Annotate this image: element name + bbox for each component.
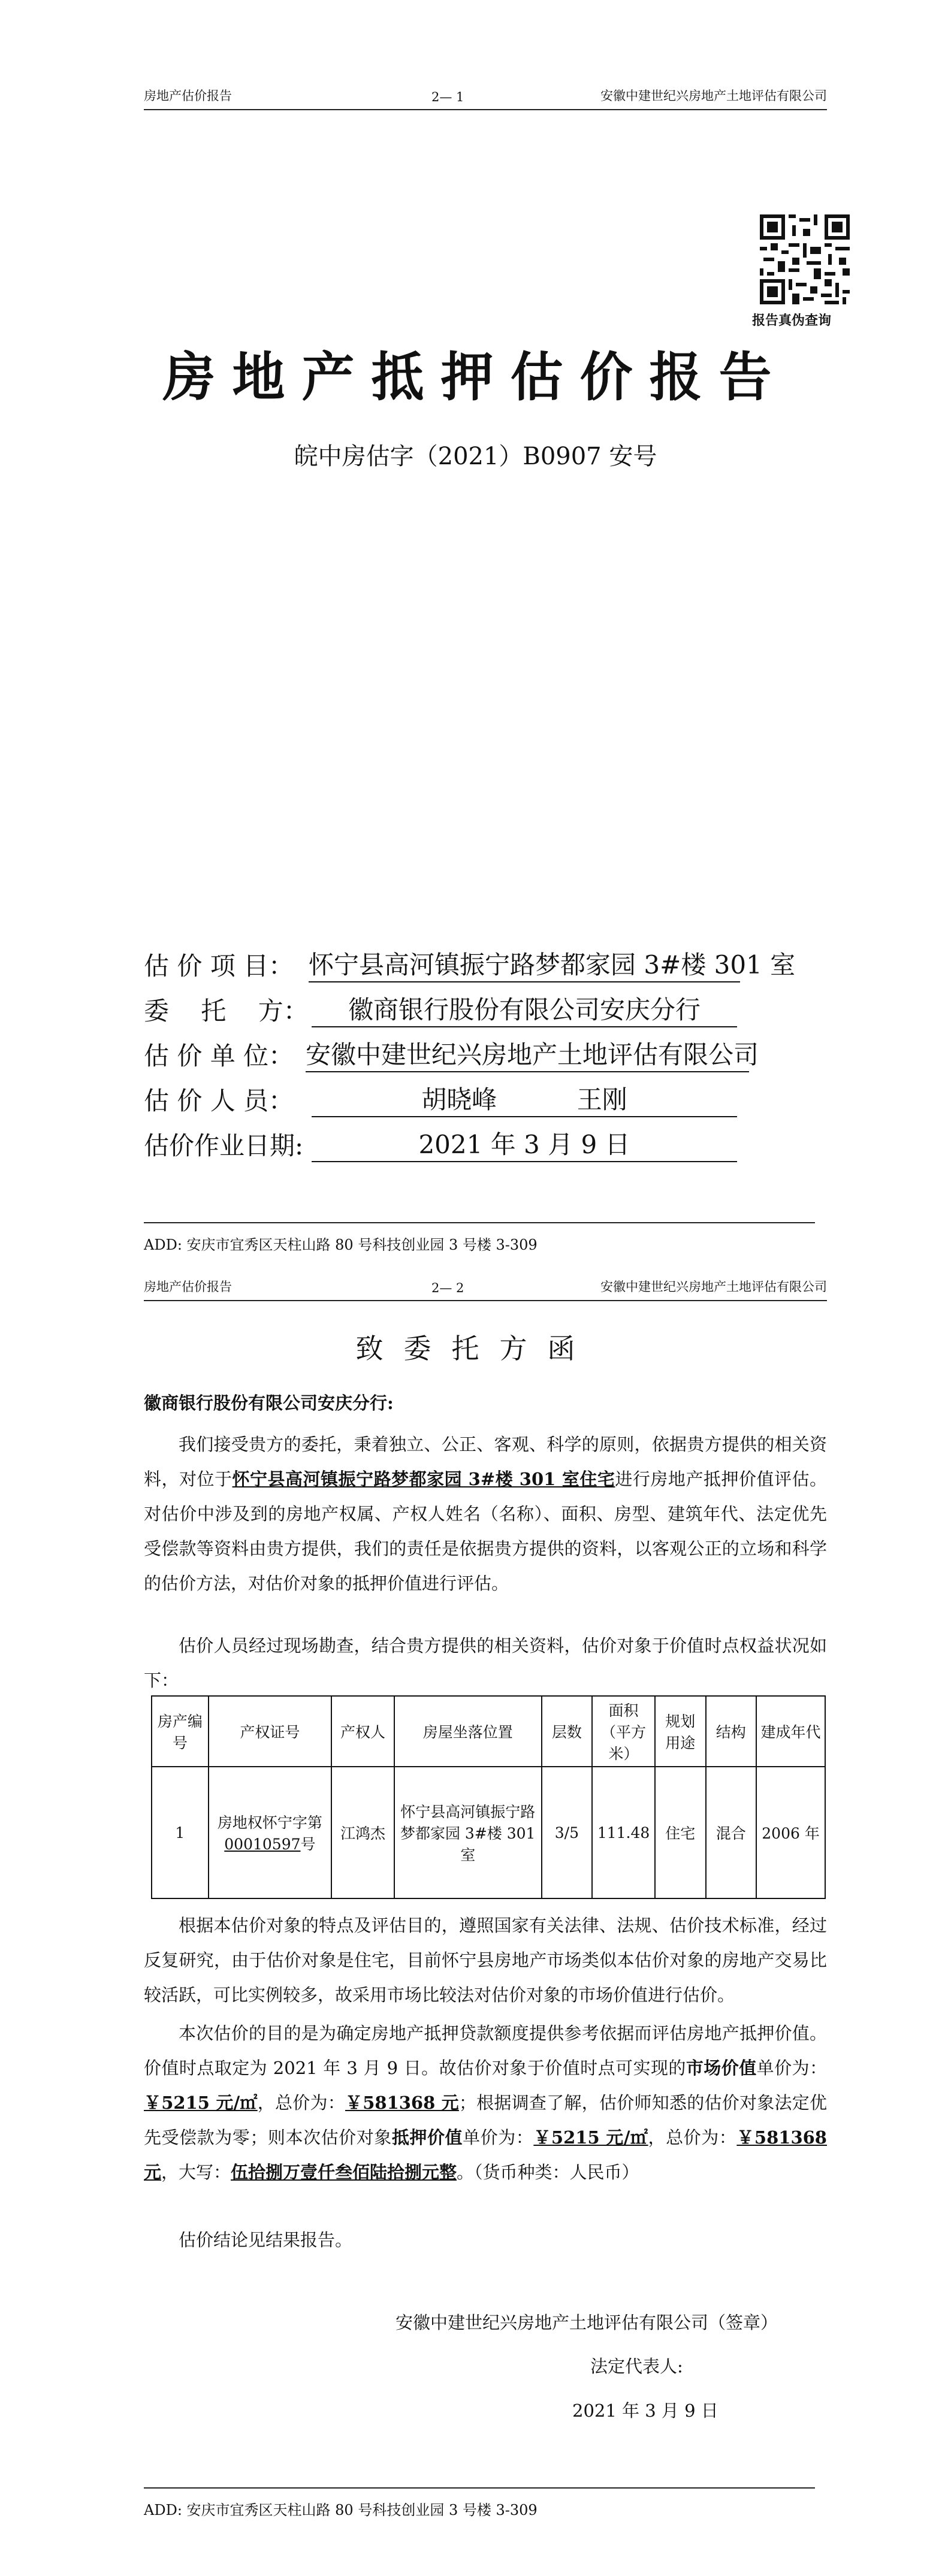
field-value: 徽商银行股份有限公司安庆分行 xyxy=(312,990,737,1027)
cell-year: 2006 年 xyxy=(756,1767,825,1898)
col-header: 产权证号 xyxy=(209,1696,331,1767)
field-label: 估 价 人 员： xyxy=(144,1086,294,1115)
letter-paragraph-5: 估价结论见结果报告。 xyxy=(179,2230,353,2250)
header-right: 安徽中建世纪兴房地产土地评估有限公司 xyxy=(600,1280,827,1294)
letter-paragraph-4: 本次估价的目的是为确定房地产抵押贷款额度提供参考依据而评估房地产抵押价值。价值时点取定为 2021 年 3 月 9 日。故估价对象于价值时点可实现的市场价值单价为：￥5215 元/㎡，总价为：￥581368 元；根据调查了解，估价师知悉的估价对象法定优先受偿款为零；则本次估价对象抵押价值单价为：￥5215 元/㎡，总价为：￥581368 元，大写：伍拾捌万壹仟叁佰陆拾捌元整。（货币种类：人民币） xyxy=(144,2023,827,2182)
field-label: 委 托 方： xyxy=(144,996,309,1026)
field-client xyxy=(144,997,827,1033)
header-left: 房地产估价报告 xyxy=(144,89,232,103)
letter-paragraph-3: 根据本估价对象的特点及评估目的，遵照国家有关法律、法规、估价技术标准，经过反复研究，由于估价对象是住宅，目前怀宁县房地产市场类似本估价对象的房地产交易比较活跃，可比实例较多，故采用市场比较法对估价对象的市场价值进行估价。 xyxy=(144,1915,827,2005)
mortgage-value-label: 抵押价值 xyxy=(391,2127,463,2148)
field-project xyxy=(144,950,827,988)
cell-structure: 混合 xyxy=(706,1767,757,1898)
mortgage-total-price: ￥581368 元 xyxy=(144,2127,827,2182)
cell-owner: 江鸿杰 xyxy=(331,1767,394,1898)
cell-no: 1 xyxy=(152,1767,209,1898)
cell-floors: 3/5 xyxy=(542,1767,593,1898)
footer-divider xyxy=(144,1222,815,1223)
property-address-highlight: 怀宁县高河镇振宁路梦都家园 3#楼 301 室住宅 xyxy=(232,1469,615,1489)
footer-divider xyxy=(144,2487,815,2489)
field-value: 2021 年 3 月 9 日 xyxy=(312,1125,737,1162)
property-table xyxy=(151,1695,826,1899)
mortgage-unit-price: ￥5215 元/㎡ xyxy=(533,2127,648,2148)
page1-header xyxy=(144,85,827,110)
field-label: 估价作业日期: xyxy=(144,1131,304,1160)
header-right: 安徽中建世纪兴房地产土地评估有限公司 xyxy=(600,89,827,103)
cell-use: 住宅 xyxy=(655,1767,706,1898)
field-value: 安徽中建世纪兴房地产土地评估有限公司 xyxy=(306,1035,749,1072)
field-label: 估 价 单 位： xyxy=(144,1041,294,1071)
col-header: 面积（平方米） xyxy=(592,1696,655,1767)
cell-cert: 房地权怀宁字第00010597号 xyxy=(209,1767,331,1898)
field-label: 估 价 项 目： xyxy=(144,951,294,981)
field-value: 胡晓峰 王刚 xyxy=(312,1080,737,1117)
col-header: 结构 xyxy=(706,1696,757,1767)
qr-code-icon[interactable] xyxy=(760,214,850,304)
cell-location: 怀宁县高河镇振宁路梦都家园 3#楼 301 室 xyxy=(394,1767,542,1898)
letter-paragraph-2: 估价人员经过现场勘查，结合贵方提供的相关资料，估价对象于价值时点权益状况如下： xyxy=(144,1635,827,1691)
page2-header xyxy=(144,1276,827,1301)
footer-address: ADD: 安庆市宜秀区天柱山路 80 号科技创业园 3 号楼 3-309 xyxy=(144,2502,538,2518)
col-header: 房屋坐落位置 xyxy=(394,1696,542,1767)
field-appraiser-company xyxy=(144,1042,827,1078)
col-header: 产权人 xyxy=(331,1696,394,1767)
footer-address: ADD: 安庆市宜秀区天柱山路 80 号科技创业园 3 号楼 3-309 xyxy=(144,1236,538,1253)
field-appraisers xyxy=(144,1087,827,1123)
col-header: 房产编号 xyxy=(152,1696,209,1767)
signature-representative: 法定代表人: xyxy=(590,2356,683,2377)
letter-paragraph-1: 我们接受贵方的委托，秉着独立、公正、客观、科学的原则，依据贵方提供的相关资料，对位于怀宁县高河镇振宁路梦都家园 3#楼 301 室住宅进行房地产抵押价值评估。对估价中涉及到的房地产权属、产权人姓名（名称）、面积、房型、建筑年代、法定优先受偿款等资料由贵方提供，我们的责任是依据贵方提供的资料，以客观公正的立场和科学的估价方法，对估价对象的抵押价值进行评估。 xyxy=(144,1434,827,1594)
signature-date: 2021 年 3 月 9 日 xyxy=(572,2400,718,2421)
signature-company: 安徽中建世纪兴房地产土地评估有限公司（签章） xyxy=(396,2312,778,2333)
table-row xyxy=(152,1767,825,1898)
report-title: 房地产抵押估价报告 xyxy=(162,346,789,408)
header-left: 房地产估价报告 xyxy=(144,1280,232,1294)
header-page-number: 2— 2 xyxy=(431,1281,464,1295)
market-unit-price: ￥5215 元/㎡ xyxy=(144,2093,258,2113)
field-date xyxy=(144,1132,827,1168)
cell-area: 111.48 xyxy=(592,1767,655,1898)
letter-salutation: 徽商银行股份有限公司安庆分行: xyxy=(144,1393,394,1413)
table-header-row xyxy=(152,1696,825,1767)
letter-title: 致委托方函 xyxy=(355,1332,596,1365)
market-total-price: ￥581368 元 xyxy=(345,2093,459,2113)
report-number: 皖中房估字（2021）B0907 安号 xyxy=(294,443,657,470)
col-header: 层数 xyxy=(542,1696,593,1767)
qr-caption: 报告真伪查询 xyxy=(752,313,832,328)
market-value-label: 市场价值 xyxy=(686,2058,757,2078)
col-header: 规划用途 xyxy=(655,1696,706,1767)
amount-in-words: 伍拾捌万壹仟叁佰陆拾捌元整 xyxy=(231,2162,457,2182)
col-header: 建成年代 xyxy=(756,1696,825,1767)
header-page-number: 2— 1 xyxy=(431,90,464,104)
field-value: 怀宁县高河镇振宁路梦都家园 3#楼 301 室 xyxy=(309,945,740,982)
